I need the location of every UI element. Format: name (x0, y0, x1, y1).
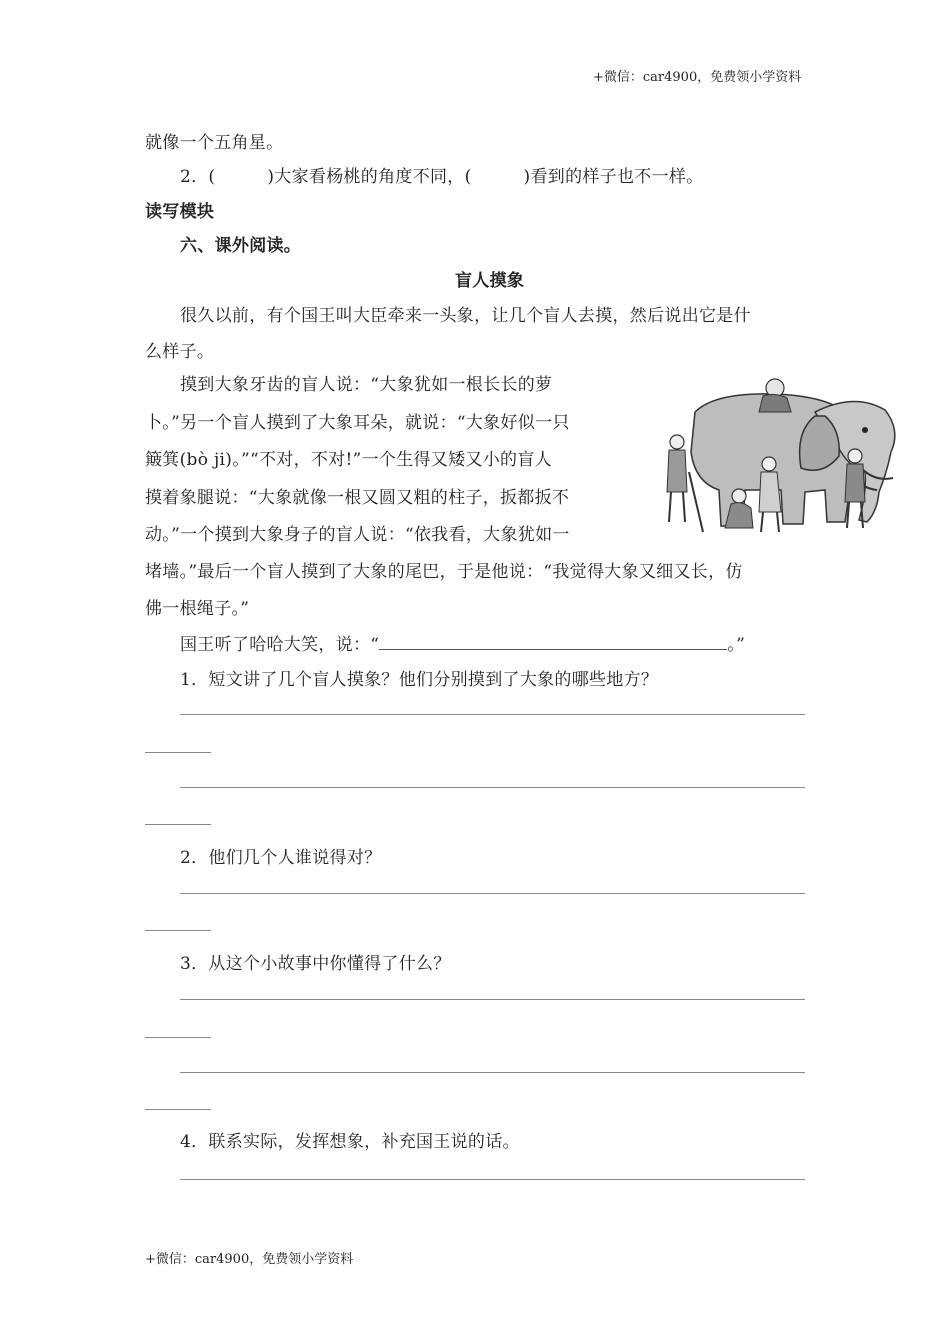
blind-men-elephant-illustration (655, 372, 907, 540)
answer-line[interactable] (180, 787, 805, 788)
answer-line[interactable] (145, 930, 211, 931)
passage-p1-line2: 么样子。 (145, 342, 215, 362)
answer-line[interactable] (145, 752, 211, 753)
answer-line[interactable] (180, 893, 805, 894)
answer-line[interactable] (145, 1109, 211, 1110)
header-watermark: +微信：car4900，免费领小学资料 (593, 70, 802, 85)
passage-p2-line6: 堵墙。”最后一个盲人摸到了大象的尾巴，于是他说：“我觉得大象又细又长，仿 (145, 562, 743, 582)
section-title: 读写模块 (145, 202, 215, 222)
answer-line[interactable] (180, 714, 805, 715)
q2-prefix: 2．( (180, 167, 216, 187)
passage-p2-line7: 佛一根绳子。” (145, 599, 250, 619)
passage-p2-line4: 摸着象腿说：“大象就像一根又圆又粗的柱子，扳都扳不 (145, 488, 570, 508)
question-2: 2．他们几个人谁说得对？ (180, 848, 382, 868)
p3-suffix: 。” (727, 635, 746, 655)
passage-title: 盲人摸象 (455, 271, 525, 291)
q2-end: )看到的样子也不一样。 (523, 167, 704, 187)
passage-p2-line3: 簸箕(bò ji)。”“不对，不对!”一个生得又矮又小的盲人 (145, 450, 552, 470)
answer-line[interactable] (145, 1037, 211, 1038)
footer-watermark: +微信：car4900，免费领小学资料 (145, 1252, 354, 1267)
question-3: 3．从这个小故事中你懂得了什么？ (180, 954, 451, 974)
passage-p2-line5: 动。”一个摸到大象身子的盲人说：“依我看，大象犹如一 (145, 525, 570, 545)
passage-p3 (180, 630, 745, 655)
passage-p2-line2: 卜。”另一个盲人摸到了大象耳朵，就说：“大象好似一只 (145, 413, 570, 433)
q2-mid: )大家看杨桃的角度不同，( (267, 167, 472, 187)
passage-p1-line1: 很久以前，有个国王叫大臣牵来一头象，让几个盲人去摸，然后说出它是什 (180, 306, 751, 326)
answer-line[interactable] (180, 999, 805, 1000)
answer-line[interactable] (145, 824, 211, 825)
section-subtitle: 六、课外阅读。 (180, 236, 302, 256)
p3-prefix: 国王听了哈哈大笑，说：“ (180, 635, 380, 655)
prev-line: 就像一个五角星。 (145, 133, 284, 153)
question-1: 1．短文讲了几个盲人摸象？他们分别摸到了大象的哪些地方？ (180, 670, 659, 690)
answer-line[interactable] (180, 1179, 805, 1180)
question-4: 4．联系实际，发挥想象，补充国王说的话。 (180, 1132, 520, 1152)
answer-line[interactable] (180, 1072, 805, 1073)
fill-blank-question-2 (180, 162, 703, 187)
passage-p2-line1: 摸到大象牙齿的盲人说：“大象犹如一根长长的萝 (180, 375, 553, 395)
king-quote-blank[interactable] (379, 635, 727, 650)
